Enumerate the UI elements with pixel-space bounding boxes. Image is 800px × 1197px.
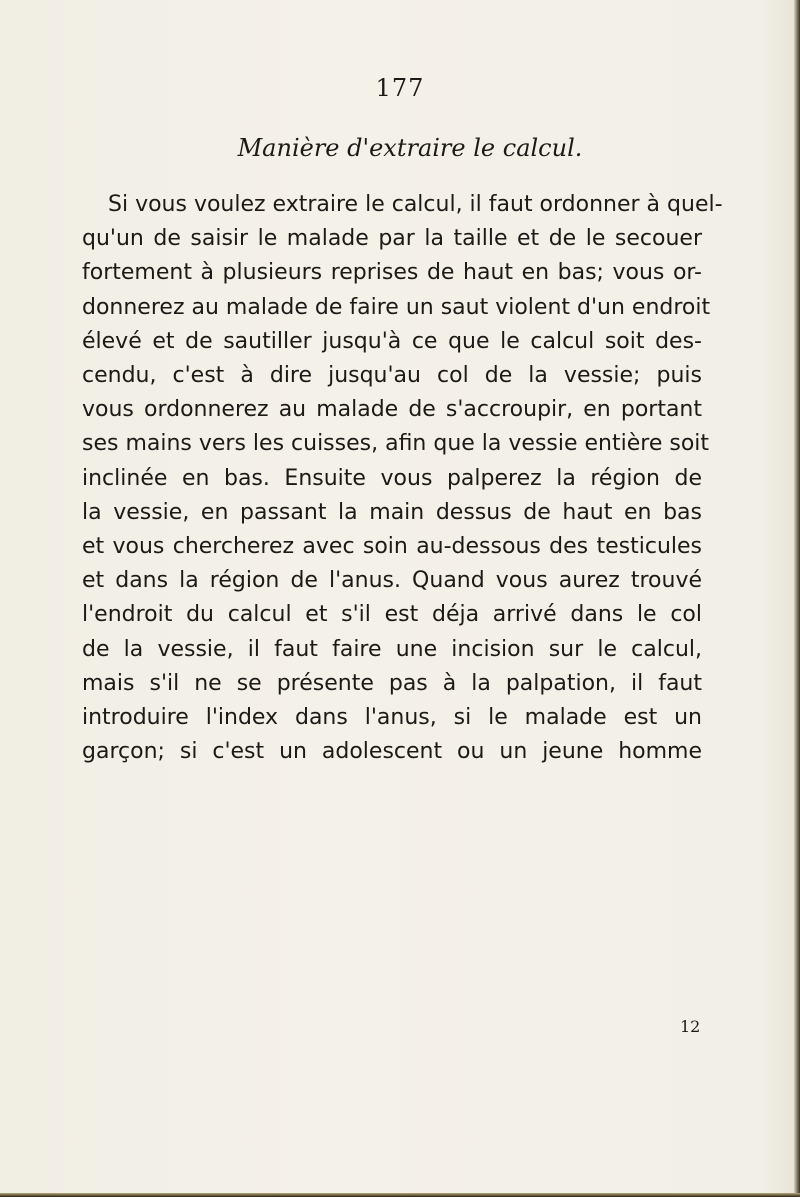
text-line: l'endroit du calcul et s'il est déja arrivé dans le col	[82, 602, 702, 628]
text-line: Si vous voulez extraire le calcul, il faut ordonner à quel-	[108, 192, 723, 217]
section-heading: Manière d'extraire le calcul.	[237, 134, 583, 162]
text-line: qu'un de saisir le malade par la taille et de le secouer	[82, 226, 702, 252]
text-line: mais s'il ne se présente pas à la palpation, il faut	[82, 670, 702, 696]
text-line: donnerez au malade de faire un saut violent d'un endroit	[82, 294, 711, 320]
text-line: garçon; si c'est un adolescent ou un jeune homme	[82, 739, 702, 765]
text-line: fortement à plusieurs reprises de haut en bas; vous or-	[82, 260, 702, 286]
text-line: cendu, c'est à dire jusqu'au col de la vessie; puis	[82, 363, 702, 389]
text-line: et dans la région de l'anus. Quand vous aurez trouvé	[82, 568, 702, 594]
text-line: de la vessie, il faut faire une incision sur le calcul,	[82, 636, 702, 662]
body-paragraph	[82, 188, 723, 769]
page-bottom-edge	[0, 1193, 800, 1197]
text-line: élevé et de sautiller jusqu'à ce que le calcul soit des-	[82, 328, 702, 354]
page-number: 177	[375, 74, 425, 102]
page-edge-shadow	[794, 0, 800, 1197]
signature-mark: 12	[680, 1017, 701, 1036]
text-line: la vessie, en passant la main dessus de haut en bas	[82, 499, 702, 525]
text-line: et vous chercherez avec soin au-dessous des testicules	[82, 534, 702, 560]
text-line: introduire l'index dans l'anus, si le malade est un	[82, 705, 702, 731]
text-line: ses mains vers les cuisses, afin que la vessie entière soit	[82, 431, 710, 457]
text-line: vous ordonnerez au malade de s'accroupir, en portant	[82, 397, 702, 423]
text-line: inclinée en bas. Ensuite vous palperez la région de	[82, 465, 702, 491]
